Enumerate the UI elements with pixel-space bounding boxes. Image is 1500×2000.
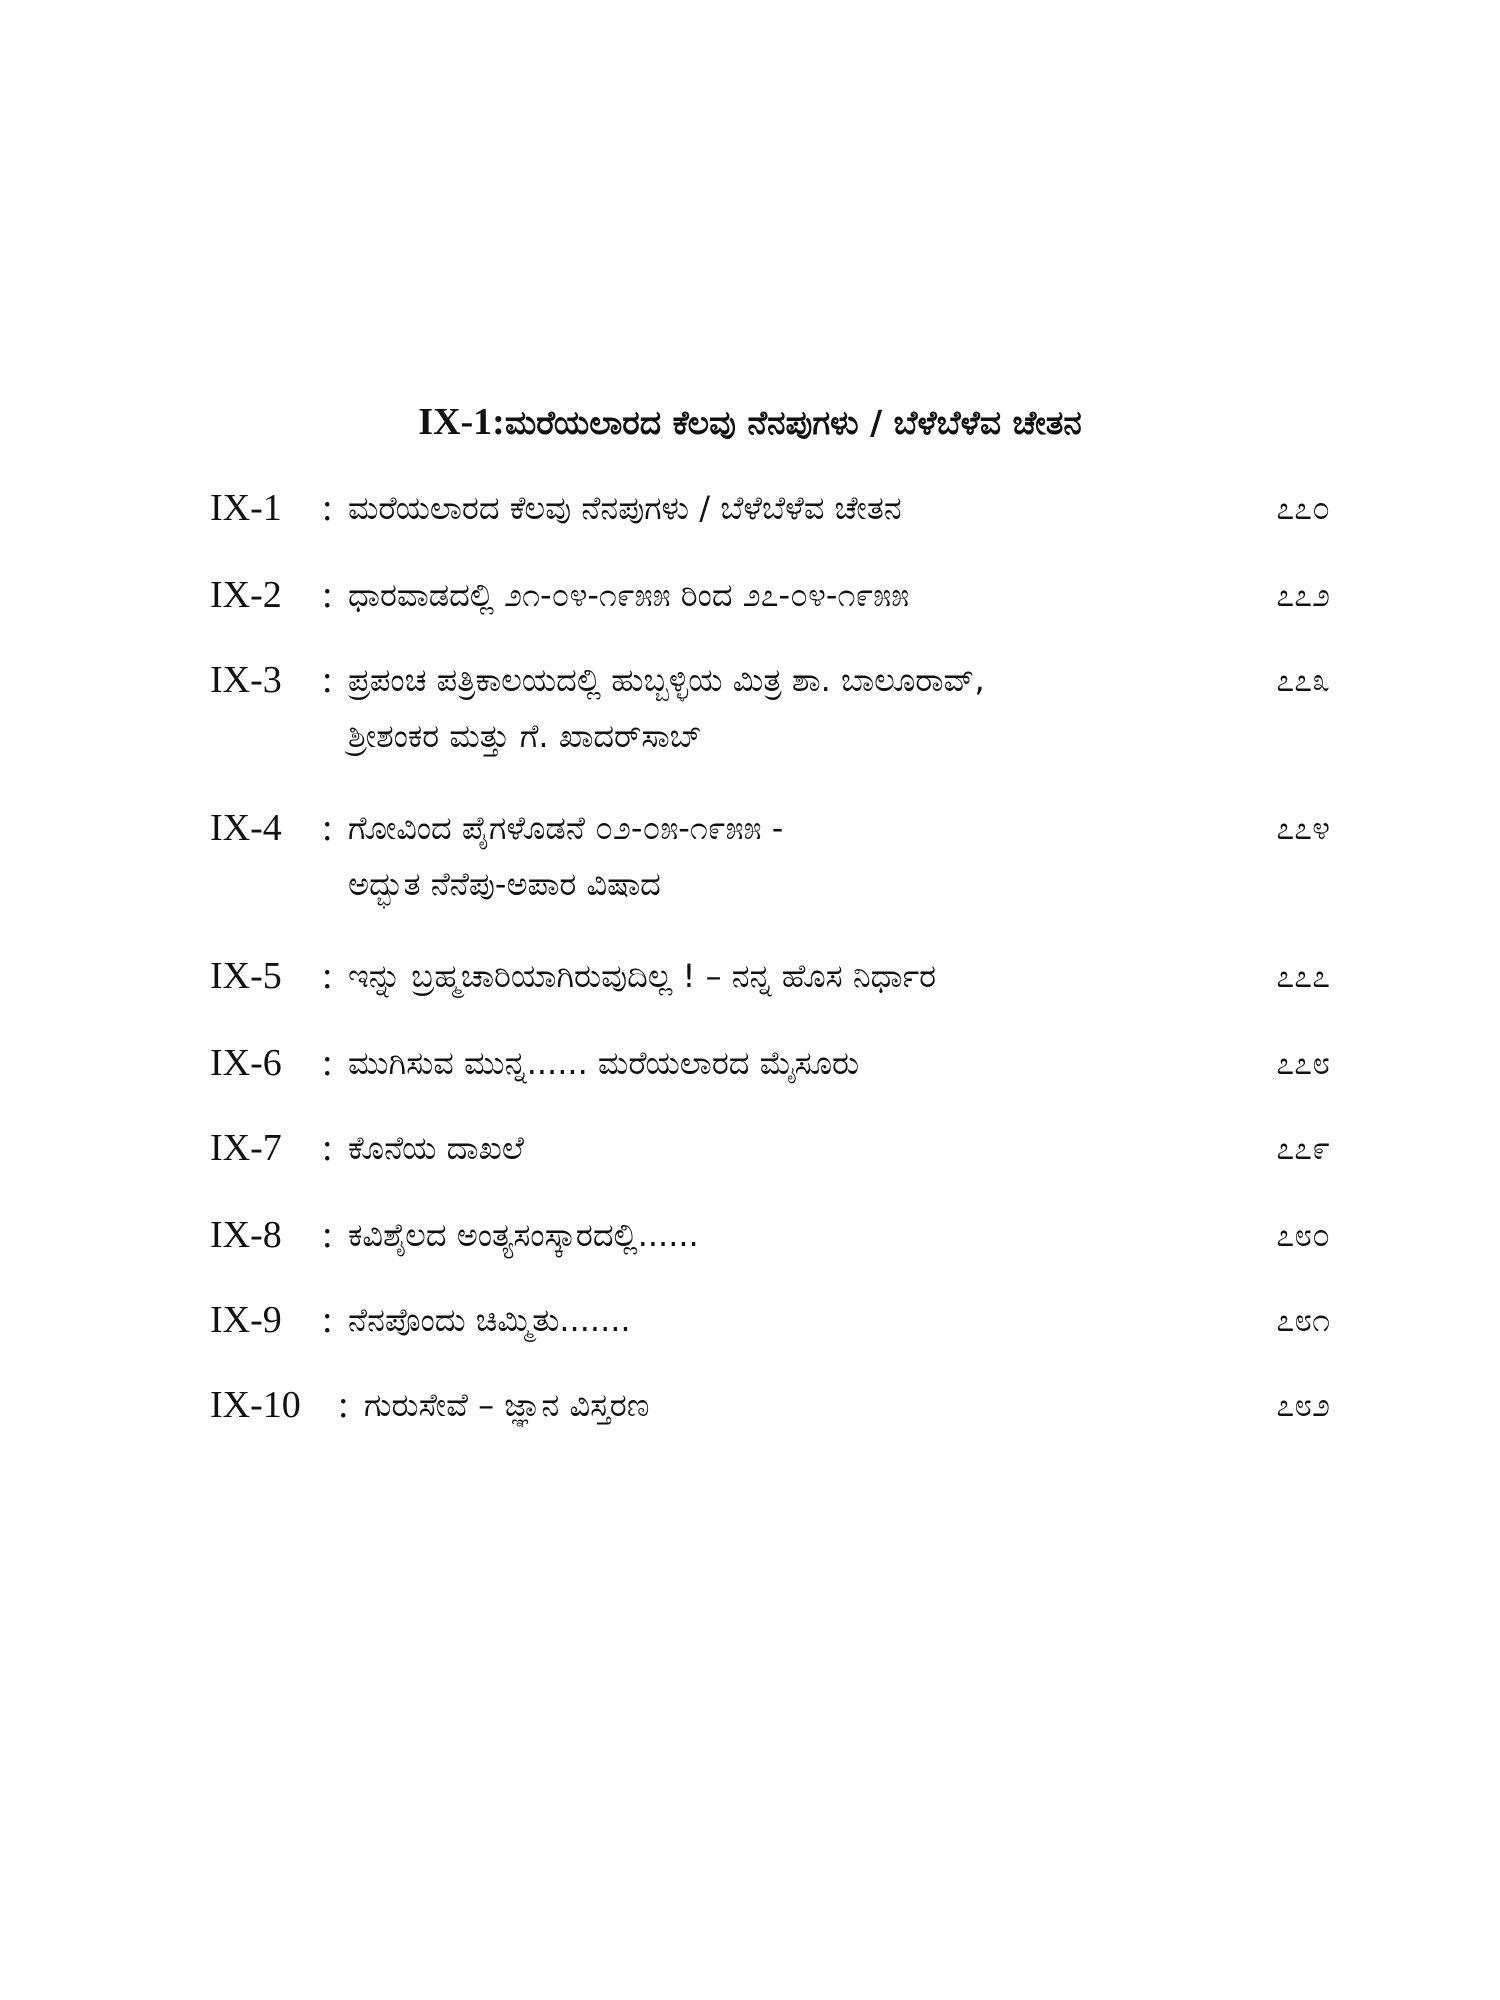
toc-entry-separator: :	[338, 1384, 349, 1426]
section-heading-text: ಮರೆಯಲಾರದ ಕೆಲವು ನೆನಪುಗಳು / ಬೆಳೆಬೆಳೆವ ಚೇತನ	[504, 403, 1082, 442]
toc-entry-title	[348, 948, 1234, 1004]
toc-entry-page-number: ೭೭೩	[1276, 661, 1330, 699]
toc-entry	[210, 1120, 1330, 1176]
toc-entry-title-line: ಪ್ರಪಂಚ ಪತ್ರಿಕಾಲಯದಲ್ಲಿ ಹುಬ್ಬಳ್ಳಿಯ ಮಿತ್ರ ಶಾ. ಬಾಲೂರಾವ್,	[348, 661, 985, 699]
toc-entry	[210, 567, 1330, 623]
toc-entry-title-line: ಅದ್ಭುತ ನೆನೆಪು-ಅಪಾರ ವಿಷಾದ	[348, 865, 661, 903]
toc-entry-separator: :	[322, 807, 333, 849]
toc-entry-separator: :	[322, 1042, 333, 1084]
toc-entry-title	[348, 1035, 1234, 1091]
toc-entry-separator: :	[322, 1299, 333, 1341]
toc-entry-title-line: ಧಾರವಾಡದಲ್ಲಿ ೨೧-೦೪-೧೯೫೫ ರಿಂದ ೨೭-೦೪-೧೯೫೫	[348, 576, 910, 614]
toc-entry-code: IX-1	[210, 487, 282, 529]
toc-entry-separator: :	[322, 574, 333, 616]
section-heading-code: IX-1:	[418, 401, 505, 443]
toc-entry	[210, 1377, 1330, 1433]
toc-entry-code: IX-5	[210, 955, 282, 997]
toc-entry-title	[348, 1292, 1234, 1348]
toc-entry-page-number: ೭೭೭	[1276, 957, 1330, 995]
toc-entry-title	[364, 1377, 1234, 1433]
section-heading	[0, 400, 1500, 444]
toc-entry	[210, 800, 1330, 912]
toc-entry-page-number: ೭೭೯	[1276, 1129, 1330, 1167]
toc-entry-separator: :	[322, 955, 333, 997]
toc-entry-code: IX-10	[210, 1384, 301, 1426]
toc-entry	[210, 1292, 1330, 1348]
toc-entry-separator: :	[322, 1214, 333, 1256]
toc-entry-code: IX-3	[210, 659, 282, 701]
toc-entry	[210, 948, 1330, 1004]
toc-entry-page-number: ೭೭೪	[1276, 809, 1330, 847]
toc-entry-separator: :	[322, 487, 333, 529]
toc-entry	[210, 652, 1330, 764]
toc-entry-code: IX-6	[210, 1042, 282, 1084]
toc-entry-title	[348, 567, 1234, 623]
toc-entry-code: IX-4	[210, 807, 282, 849]
toc-entry-title	[348, 480, 1234, 536]
toc-entry-title	[348, 652, 1234, 764]
toc-entry-page-number: ೭೮೦	[1276, 1216, 1330, 1254]
toc-entry-title-line: ನೆನಪೊಂದು ಚಿಮ್ಮಿತು.......	[348, 1301, 631, 1339]
toc-entry-page-number: ೭೮೧	[1276, 1301, 1330, 1339]
toc-entry-title-line: ಕೊನೆಯ ದಾಖಲೆ	[348, 1129, 524, 1167]
toc-entry	[210, 480, 1330, 536]
toc-entry-title-line: ಶ್ರೀಶಂಕರ ಮತ್ತು ಗೆ. ಖಾದರ್‌ಸಾಬ್	[348, 717, 702, 755]
toc-entry-title	[348, 800, 1234, 912]
toc-entry-page-number: ೭೭೮	[1276, 1044, 1330, 1082]
toc-entry-separator: :	[322, 659, 333, 701]
toc-entry	[210, 1035, 1330, 1091]
toc-entry-code: IX-7	[210, 1127, 282, 1169]
toc-entry-title-line: ಗುರುಸೇವೆ – ಜ್ಞಾನ ವಿಸ್ತರಣ	[364, 1386, 650, 1424]
toc-entry-title-line: ಗೋವಿಂದ ಪೈಗಳೊಡನೆ ೦೨-೦೫-೧೯೫೫ -	[348, 809, 784, 847]
toc-entry-code: IX-9	[210, 1299, 282, 1341]
toc-entry-page-number: ೭೭೦	[1276, 489, 1330, 527]
toc-entry-page-number: ೭೭೨	[1276, 576, 1330, 614]
toc-entry-code: IX-8	[210, 1214, 282, 1256]
toc-entry-separator: :	[322, 1127, 333, 1169]
toc-entry-page-number: ೭೮೨	[1276, 1386, 1330, 1424]
toc-entry	[210, 1207, 1330, 1263]
toc-entry-title-line: ಕವಿಶೈಲದ ಅಂತ್ಯಸಂಸ್ಕಾರದಲ್ಲಿ......	[348, 1216, 699, 1254]
toc-entry-title-line: ಮುಗಿಸುವ ಮುನ್ನ...... ಮರೆಯಲಾರದ ಮೈಸೂರು	[348, 1044, 860, 1082]
toc-entry-title	[348, 1207, 1234, 1263]
toc-entry-title-line: ಮರೆಯಲಾರದ ಕೆಲವು ನೆನಪುಗಳು / ಬೆಳೆಬೆಳೆವ ಚೇತನ	[348, 489, 902, 527]
toc-entry-title-line: ಇನ್ನು ಬ್ರಹ್ಮಚಾರಿಯಾಗಿರುವುದಿಲ್ಲ ! – ನನ್ನ ಹೊಸ ನಿರ್ಧಾರ	[348, 957, 937, 995]
toc-entry-code: IX-2	[210, 574, 282, 616]
toc-entry-title	[348, 1120, 1234, 1176]
